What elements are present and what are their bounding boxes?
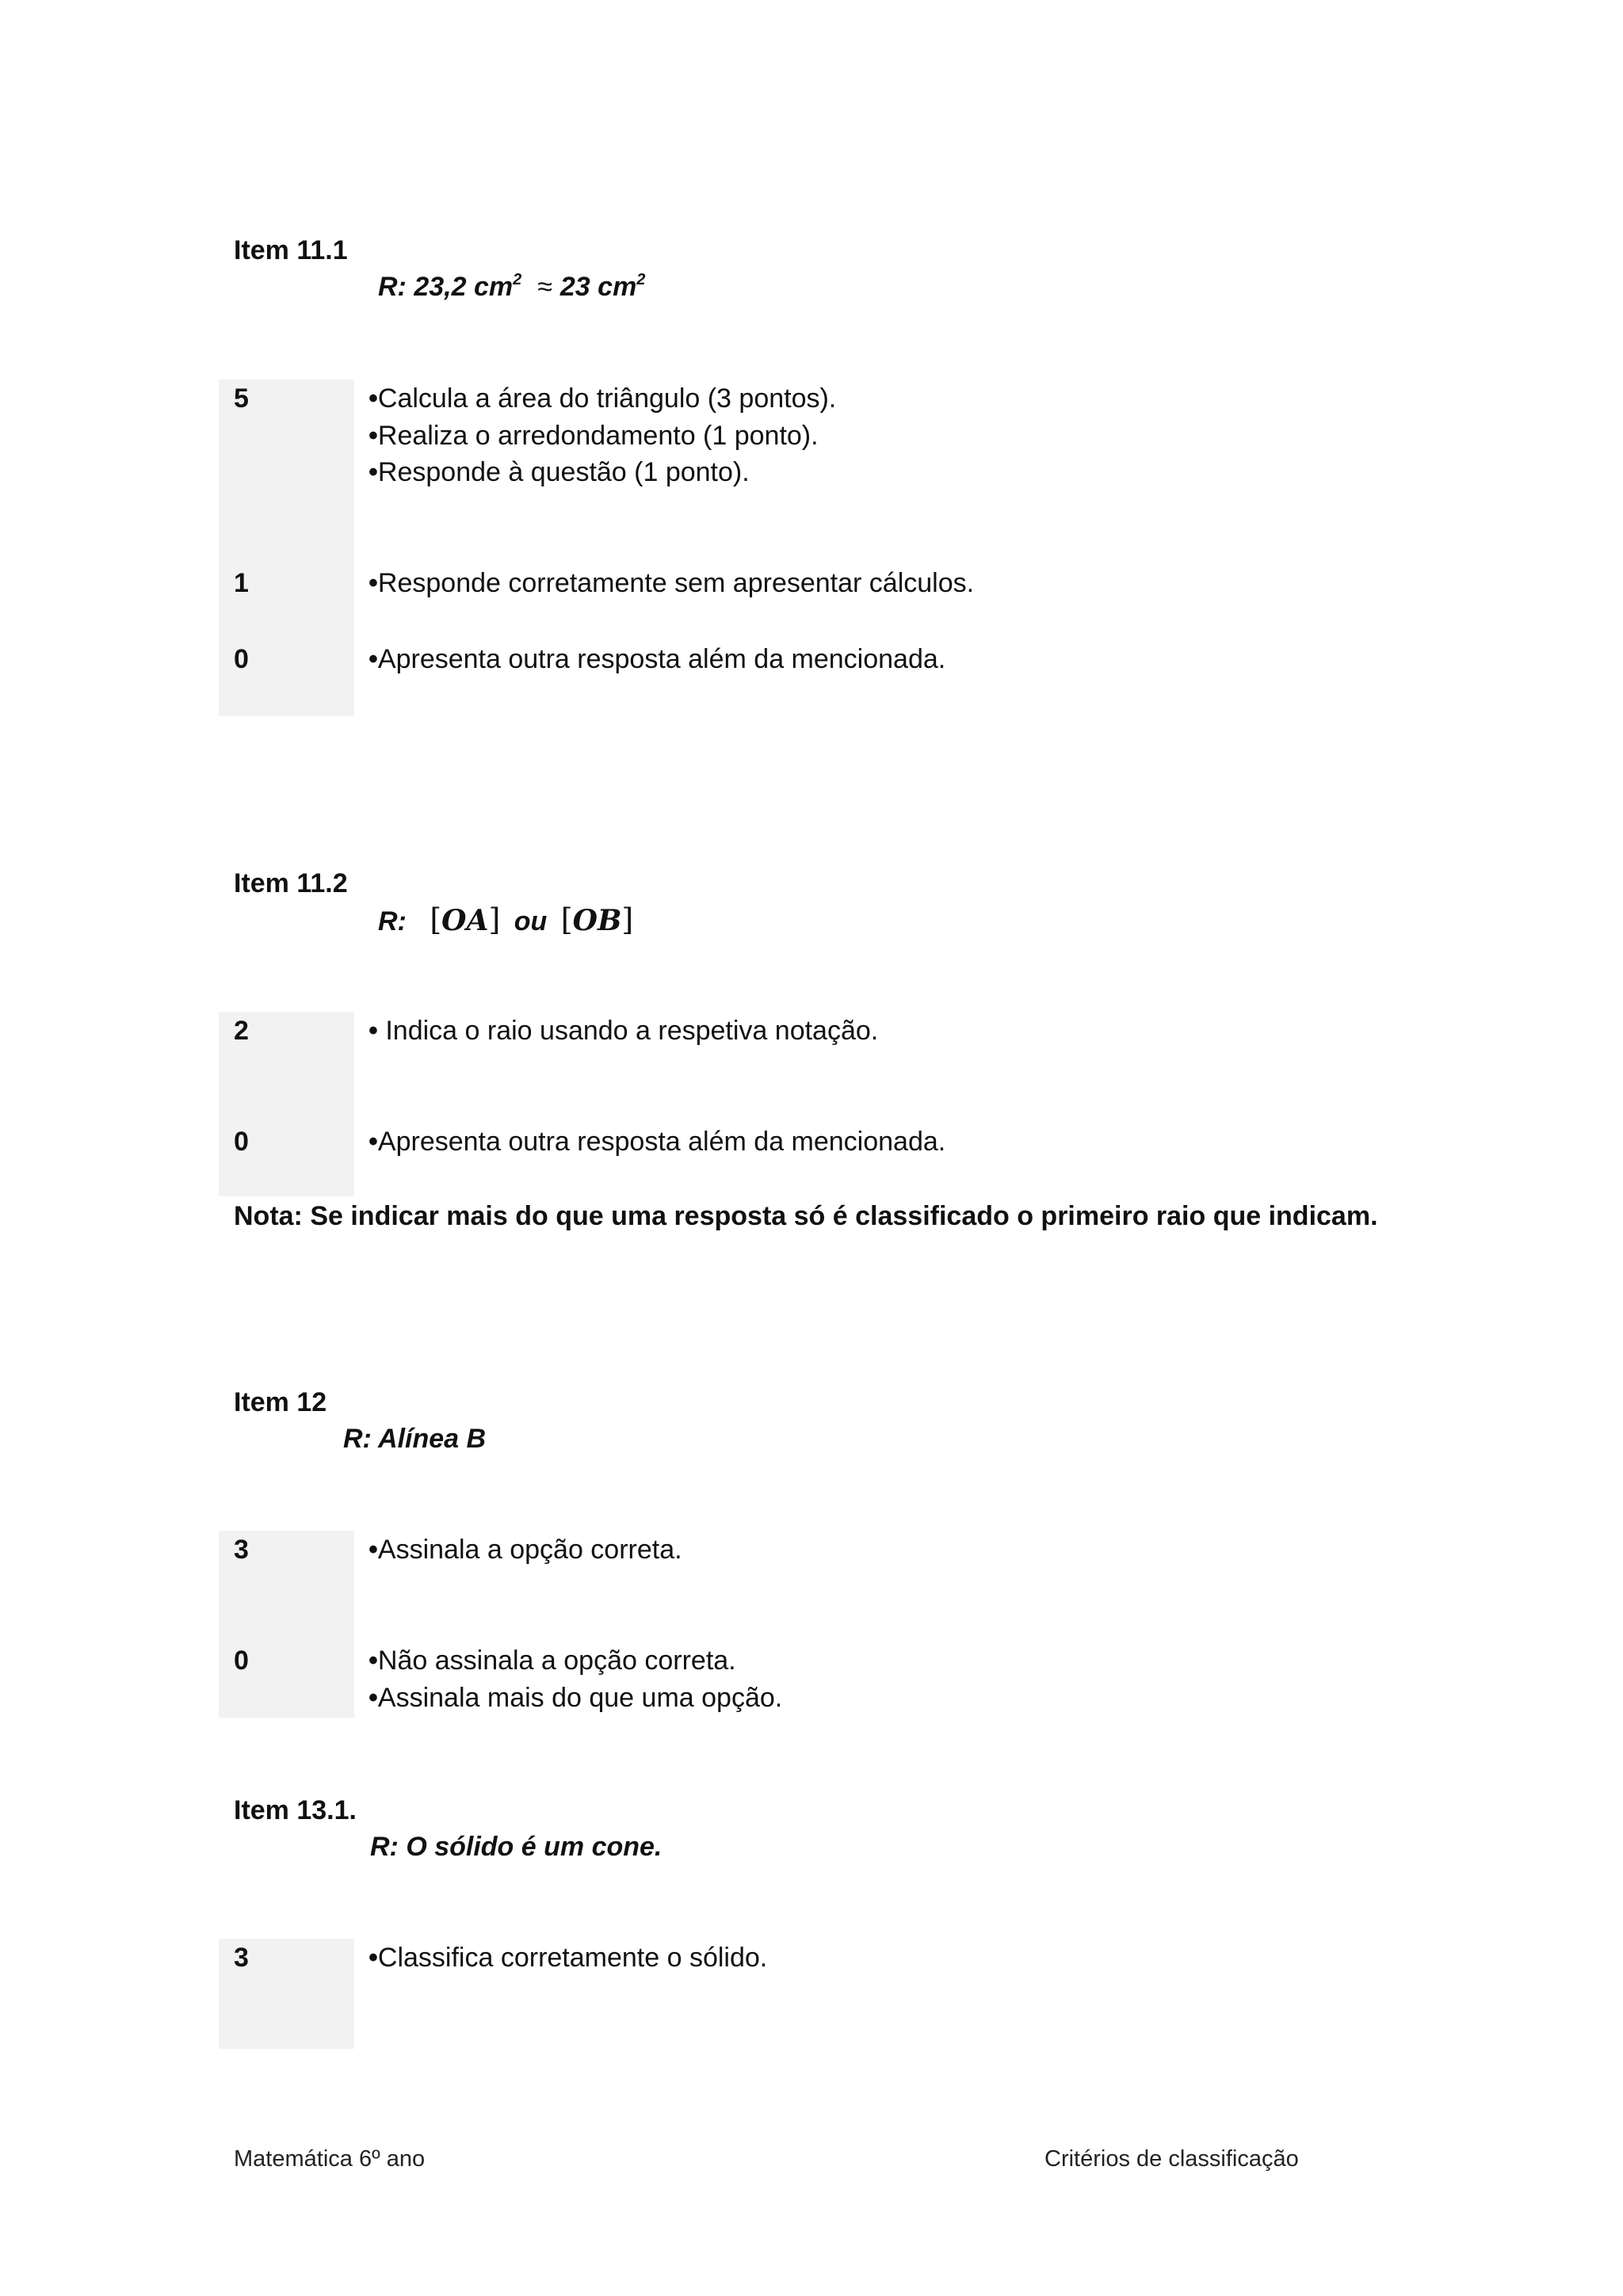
item-11-2-answer [378, 902, 633, 940]
footer-subject: Matemática 6º ano [234, 2146, 426, 2172]
criterion: • Apresenta outra resposta além da mencionada. [369, 1123, 945, 1161]
criteria-list [369, 1939, 767, 1977]
criteria-list [369, 641, 945, 678]
close-bracket: ] [488, 902, 501, 937]
criterion: • Não assinala a opção correta. [369, 1642, 782, 1680]
criterion: • Realiza o arredondamento (1 ponto). [369, 418, 836, 455]
score-value: 0 [234, 1646, 249, 1676]
answer-rounded-value: 23 cm [559, 272, 637, 302]
segment-ob: OB [572, 904, 622, 937]
item-12-title: Item 12 [234, 1387, 327, 1417]
item-13-1-title: Item 13.1. [234, 1795, 357, 1825]
answer-exponent: 2 [513, 271, 522, 288]
criterion: • Classifica corretamente o sólido. [369, 1939, 767, 1977]
score-value: 0 [234, 1127, 249, 1157]
answer-prefix: R: [378, 906, 407, 936]
criteria-list [369, 565, 974, 602]
score-value: 3 [234, 1535, 249, 1565]
score-value: 1 [234, 568, 249, 598]
open-bracket: [ [430, 902, 442, 937]
footer-section: Critérios de classificação [1044, 2146, 1299, 2172]
open-bracket: [ [560, 902, 573, 937]
score-value: 5 [234, 383, 249, 414]
item-11-2-title: Item 11.2 [234, 868, 348, 898]
score-value: 0 [234, 644, 249, 674]
criterion: • Responde corretamente sem apresentar cálculos. [369, 565, 974, 602]
criteria-list [369, 1123, 945, 1161]
item-13-1-answer: R: O sólido é um cone. [370, 1832, 663, 1862]
score-value: 2 [234, 1016, 249, 1046]
criterion: • Calcula a área do triângulo (3 pontos). [369, 380, 836, 418]
item-11-1-title: Item 11.1 [234, 235, 348, 265]
answer-value: R: 23,2 cm [378, 272, 514, 302]
item-11-1-answer [378, 269, 645, 305]
criteria-list [369, 1642, 782, 1716]
segment-oa: OA [441, 904, 489, 937]
score-value: 3 [234, 1943, 249, 1973]
criterion: • Responde à questão (1 ponto). [369, 454, 836, 491]
criteria-list [369, 1531, 682, 1569]
answer-rounded-exponent: 2 [636, 271, 646, 288]
approx-symbol: ≈ [537, 272, 552, 302]
item-12-answer: R: Alínea B [343, 1424, 487, 1454]
criterion: • Assinala mais do que uma opção. [369, 1680, 782, 1717]
close-bracket: ] [621, 902, 634, 937]
criteria-list [369, 1013, 878, 1050]
answer-conjunction: ou [514, 906, 548, 936]
criteria-list [369, 380, 836, 491]
item-11-2-note: Nota: Se indicar mais do que uma resposta só é classificado o primeiro raio que indicam. [234, 1201, 1378, 1231]
criterion: • Apresenta outra resposta além da mencionada. [369, 641, 945, 678]
criterion: • Assinala a opção correta. [369, 1531, 682, 1569]
criterion: • Indica o raio usando a respetiva notação. [369, 1013, 878, 1050]
